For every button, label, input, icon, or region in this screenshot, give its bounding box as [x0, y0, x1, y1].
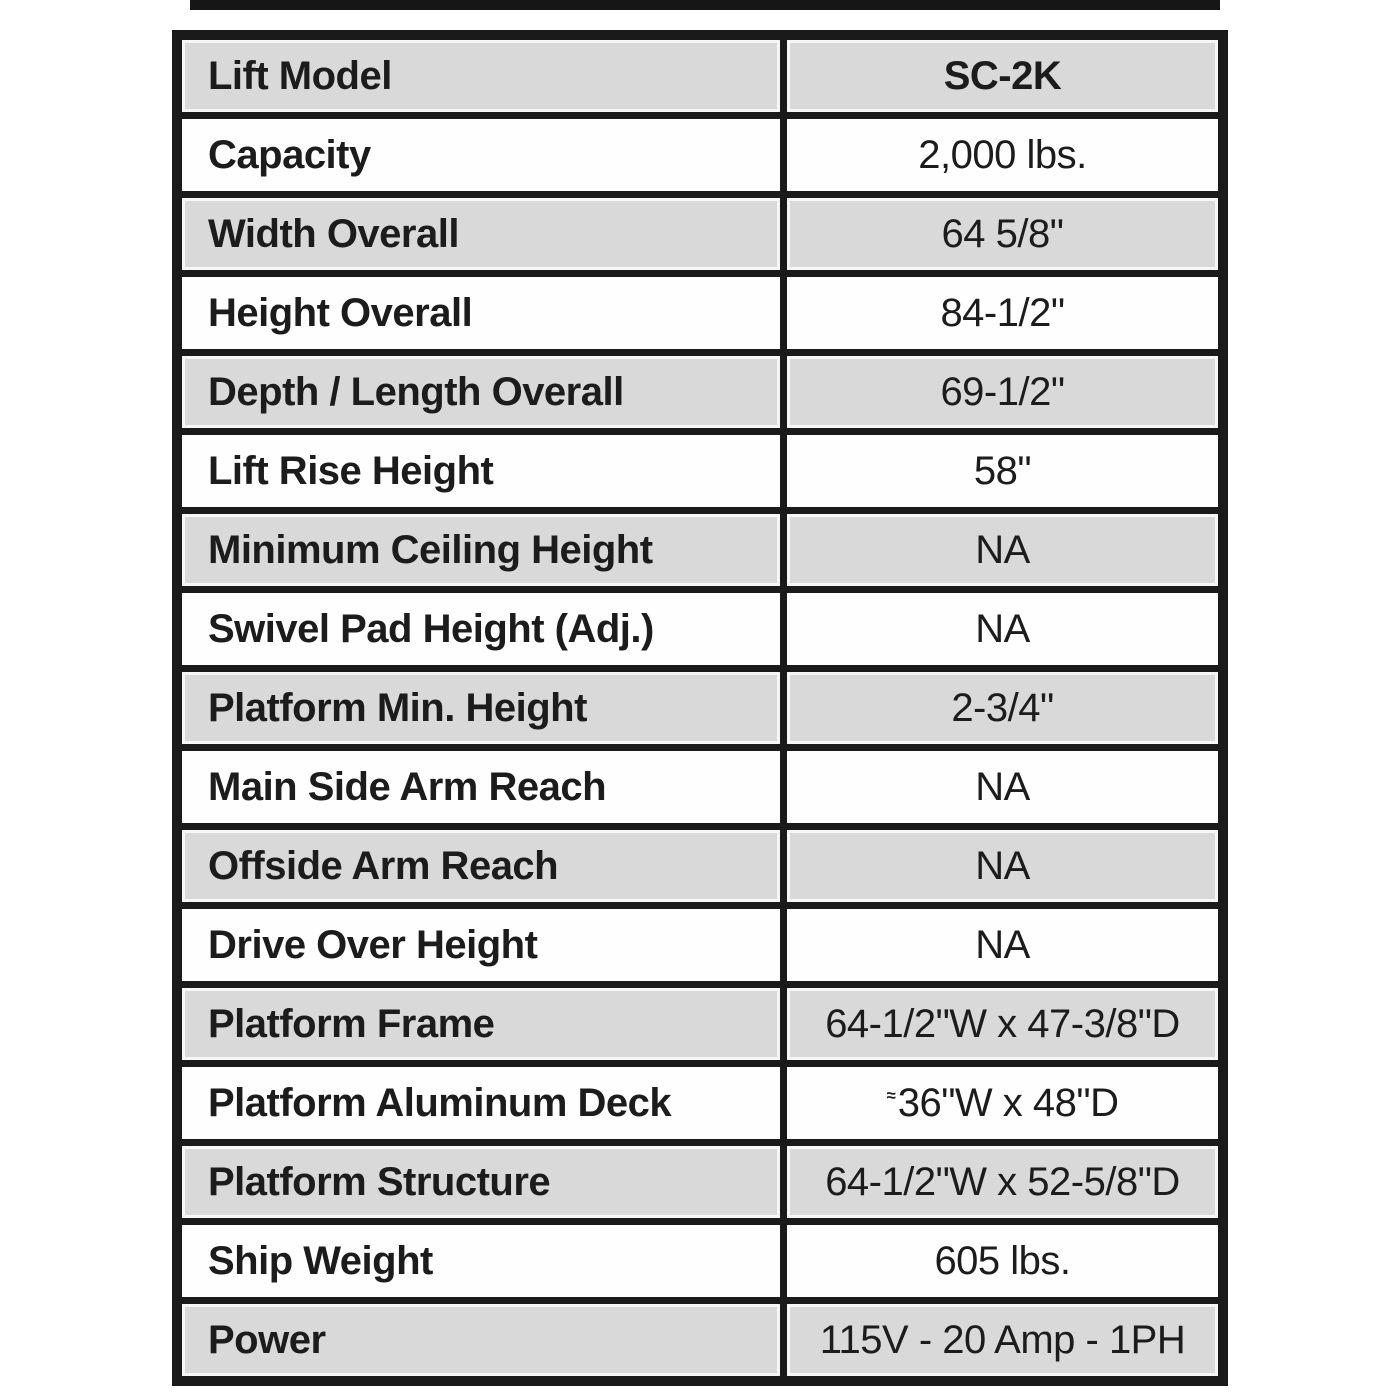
spec-row	[177, 35, 1223, 116]
spec-row	[177, 353, 1223, 432]
spec-label: Power	[177, 1301, 784, 1382]
approx-footnote-mark: ≈	[886, 1086, 896, 1106]
spec-value: 69-1/2"	[784, 353, 1224, 432]
spec-label: Width Overall	[177, 195, 784, 274]
spec-label: Ship Weight	[177, 1222, 784, 1301]
spec-value: 605 lbs.	[784, 1222, 1224, 1301]
top-crop-bar	[190, 0, 1220, 10]
spec-value: 2,000 lbs.	[784, 116, 1224, 195]
spec-row	[177, 432, 1223, 511]
spec-label: Lift Rise Height	[177, 432, 784, 511]
spec-label: Depth / Length Overall	[177, 353, 784, 432]
spec-row	[177, 274, 1223, 353]
spec-value: 2-3/4"	[784, 669, 1224, 748]
spec-row	[177, 669, 1223, 748]
spec-label: Minimum Ceiling Height	[177, 511, 784, 590]
spec-label: Drive Over Height	[177, 906, 784, 985]
spec-label: Lift Model	[177, 35, 784, 116]
spec-row	[177, 1301, 1223, 1382]
spec-label: Platform Frame	[177, 985, 784, 1064]
spec-label: Platform Min. Height	[177, 669, 784, 748]
spec-row	[177, 906, 1223, 985]
spec-value	[784, 1064, 1224, 1143]
spec-row	[177, 511, 1223, 590]
spec-value: 58"	[784, 432, 1224, 511]
spec-value: NA	[784, 906, 1224, 985]
spec-label: Platform Aluminum Deck	[177, 1064, 784, 1143]
spec-row	[177, 827, 1223, 906]
spec-value: 64 5/8"	[784, 195, 1224, 274]
spec-row	[177, 1143, 1223, 1222]
lift-spec-table	[172, 30, 1228, 1386]
spec-row	[177, 1222, 1223, 1301]
spec-value: 115V - 20 Amp - 1PH	[784, 1301, 1224, 1382]
spec-value-text: 36"W x 48"D	[897, 1080, 1119, 1125]
spec-value: NA	[784, 827, 1224, 906]
spec-value: NA	[784, 511, 1224, 590]
spec-row	[177, 1064, 1223, 1143]
spec-table-body	[177, 35, 1223, 1381]
spec-row	[177, 116, 1223, 195]
spec-value: 84-1/2"	[784, 274, 1224, 353]
spec-label: Swivel Pad Height (Adj.)	[177, 590, 784, 669]
spec-label: Capacity	[177, 116, 784, 195]
spec-value: SC-2K	[784, 35, 1224, 116]
spec-row	[177, 985, 1223, 1064]
spec-value: NA	[784, 590, 1224, 669]
spec-value: NA	[784, 748, 1224, 827]
spec-label: Height Overall	[177, 274, 784, 353]
spec-label: Offside Arm Reach	[177, 827, 784, 906]
spec-label: Platform Structure	[177, 1143, 784, 1222]
spec-label: Main Side Arm Reach	[177, 748, 784, 827]
spec-value: 64-1/2"W x 47-3/8"D	[784, 985, 1224, 1064]
spec-row	[177, 748, 1223, 827]
spec-row	[177, 195, 1223, 274]
spec-value: 64-1/2"W x 52-5/8"D	[784, 1143, 1224, 1222]
spec-row	[177, 590, 1223, 669]
